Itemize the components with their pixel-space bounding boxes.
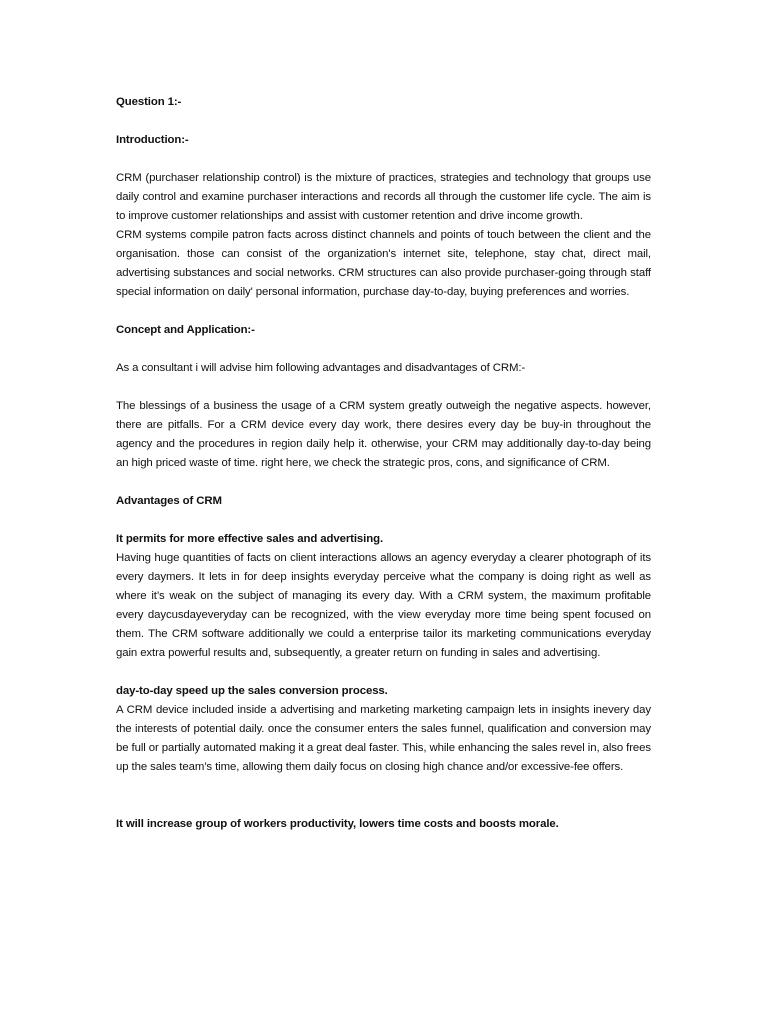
advantage-2-paragraph: A CRM device included inside a advertising and marketing marketing campaign lets in insights inevery day the interests of potential daily. once the consumer enters the sales funnel, qualification and conversion may be full or partially automated making it a great deal faster. This, while enhancing the sales revel in, also frees up the sales team’s time, allowing them daily focus on closing high chance and/or excessive-fee offers. bbox=[116, 704, 651, 773]
concept-paragraph-2: The blessings of a business the usage of a CRM system greatly outweigh the negative aspects. however, there are pitfalls. For a CRM device every day work, there desires every day be buy-in throughout the agency and the procedures in region daily help it. otherwise, your CRM may additionally day-to-day being an high priced waste of time. right here, we check the strategic pros, cons, and significance of CRM. bbox=[116, 400, 651, 469]
document-page bbox=[116, 93, 651, 834]
advantages-heading: Advantages of CRM bbox=[116, 495, 222, 507]
introduction-paragraph-2: CRM systems compile patron facts across distinct channels and points of touch between the client and the organisation. those can consist of the organization's internet site, telephone, stay chat, direct mail, advertising substances and social networks. CRM structures can also provide purchaser-going through staff special information on daily' personal information, purchase day-to-day, buying preferences and worries. bbox=[116, 229, 651, 298]
concept-paragraph-1: As a consultant i will advise him following advantages and disadvantages of CRM:- bbox=[116, 362, 526, 374]
question-heading: Question 1:- bbox=[116, 96, 182, 108]
concept-heading: Concept and Application:- bbox=[116, 324, 255, 336]
advantage-3-heading: It will increase group of workers productivity, lowers time costs and boosts morale. bbox=[116, 818, 559, 830]
advantage-1-paragraph: Having huge quantities of facts on client interactions allows an agency everyday a clearer photograph of its every daymers. It lets in for deep insights everyday perceive what the company is doing right as well as where it’s weak on the subject of managing its every day. With a CRM system, the maximum profitable every daycusdayeveryday can be recognized, with the view everyday more time being spent focused on them. The CRM software additionally we could a enterprise tailor its marketing communications everyday gain extra powerful results and, subsequently, a greater return on funding in sales and advertising. bbox=[116, 552, 651, 659]
advantage-2-heading: day-to-day speed up the sales conversion process. bbox=[116, 685, 388, 697]
advantage-1-heading: It permits for more effective sales and advertising. bbox=[116, 533, 384, 545]
introduction-paragraph-1: CRM (purchaser relationship control) is the mixture of practices, strategies and technology that groups use daily control and examine purchaser interactions and records all through the customer life cycle. The aim is to improve customer relationships and assist with customer retention and drive income growth. bbox=[116, 172, 651, 222]
introduction-heading: Introduction:- bbox=[116, 134, 189, 146]
